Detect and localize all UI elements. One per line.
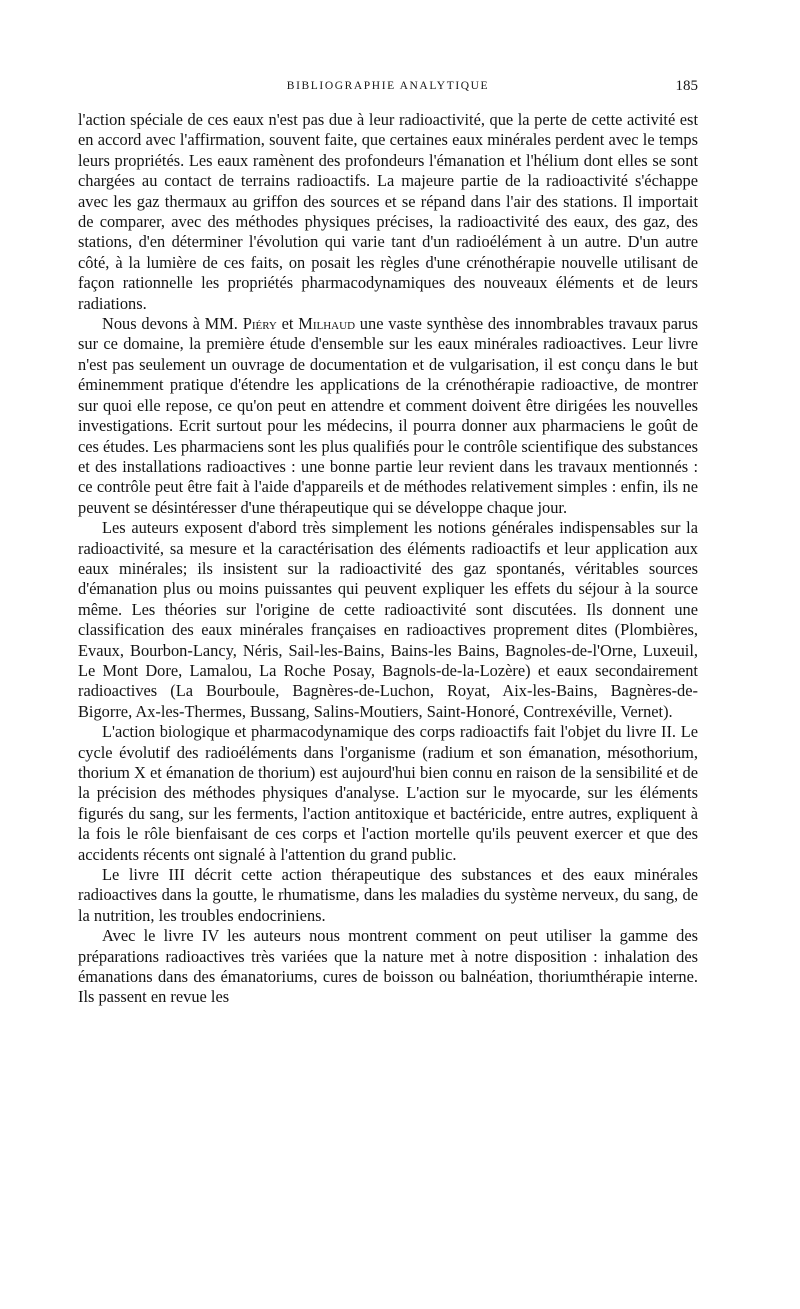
running-title: BIBLIOGRAPHIE ANALYTIQUE	[286, 80, 490, 92]
paragraph-book-4: Avec le livre IV les auteurs nous montrent comment on peut utiliser la gamme des préparations radioactives très variées que la nature met à notre disposition : inhalation des émanations dans des émanatoriums, cures de boisson ou balnéation, thoriumthérapie interne. Ils passent en revue les	[78, 926, 698, 1007]
page-number: 185	[675, 78, 698, 94]
paragraph-continuation: l'action spéciale de ces eaux n'est pas due à leur radioactivité, que la perte de cette activité est en accord avec l'affirmation, souvent faite, que certaines eaux minérales perdent avec le temps leurs propriétés. Les eaux ramènent des profondeurs l'émanation et l'hélium dont elles se sont chargées au contact de terrains radioactifs. La majeure partie de la radioactivité s'échappe avec les gaz thermaux au griffon des sources et se répand dans l'air des stations. Il importait de comparer, avec des méthodes physiques précises, la radioactivité des eaux, des gaz, des stations, d'en déterminer l'évolution qui varie tant d'un radioélément à un autre. D'un autre côté, à la lumière de ces faits, on posait les règles d'une crénothérapie nouvelle utilisant de façon rationnelle les propriétés pharmacodynamiques des nouveaux éléments et de leurs radiations.	[78, 110, 698, 313]
paragraph-text: Nous devons à MM.	[102, 314, 243, 334]
paragraph-book-3: Le livre III décrit cette action thérapeutique des substances et des eaux minérales radioactives dans la goutte, le rhumatisme, dans les maladies du système nerveux, du sang, de la nutrition, les troubles endocriniens.	[78, 865, 698, 925]
author-name: Piéry	[242, 314, 277, 334]
author-name: Milhaud	[298, 314, 356, 334]
article-body	[78, 110, 698, 1008]
paragraph-text: et	[276, 314, 299, 334]
paragraph-text: une vaste synthèse des innombrables travaux parus sur ce domaine, la première étude d'ensemble sur les eaux minérales radioactives. Leur livre n'est pas seulement un ouvrage de documentation et de vulgarisation, il est conçu dans le but éminemment pratique d'étendre les applications de la crénothérapie radioactive, de montrer sur quoi elle repose, ce qu'on peut en attendre et comment doivent être dirigées les nouvelles investigations. Ecrit surtout pour les médecins, il pourra donner aux pharmaciens le goût de ces études. Les pharmaciens sont les plus qualifiés pour le contrôle scientifique des substances et des installations radioactives : une bonne partie leur revient dans les travaux mentionnés : ce contrôle peut être fait à l'aide d'appareils et de méthodes relativement simples : enfin, ils ne peuvent se désintéresser d'une thérapeutique qui se développe chaque jour.	[78, 314, 699, 517]
paragraph-book-2: L'action biologique et pharmacodynamique des corps radioactifs fait l'objet du livre II. Le cycle évolutif des radioéléments dans l'organisme (radium et son émanation, mésothorium, thorium X et émanation de thorium) est aujourd'hui bien connu en raison de la sensibilité et de la précision des méthodes physiques d'analyse. L'action sur le myocarde, sur les éléments figurés du sang, sur les ferments, l'action antitoxique et bactéricide, entre autres, expliquent à la fois le rôle bienfaisant de ces corps et l'action mortelle qu'ils peuvent exercer et que des accidents récents ont signalé à l'attention du grand public.	[78, 722, 698, 864]
page-header	[78, 76, 698, 98]
paragraph-authors	[78, 314, 698, 518]
paragraph-book-1: Les auteurs exposent d'abord très simplement les notions générales indispensables sur la radioactivité, sa mesure et la caractérisation des éléments radioactifs et leur application aux eaux minérales; ils insistent sur la radioactivité des gaz spontanés, véritables sources d'émanation plus ou moins puissantes qui peuvent expliquer les effets du séjour à la source même. Les théories sur l'origine de cette radioactivité sont discutées. Ils donnent une classification des eaux minérales françaises en radioactives proprement dites (Plombières, Evaux, Bourbon-Lancy, Néris, Sail-les-Bains, Bains-les Bains, Bagnoles-de-l'Orne, Luxeuil, Le Mont Dore, Lamalou, La Roche Posay, Bagnols-de-la-Lozère) et eaux secondairement radioactives (La Bourboule, Bagnères-de-Luchon, Royat, Aix-les-Bains, Bagnères-de-Bigorre, Ax-les-Thermes, Bussang, Salins-Moutiers, Saint-Honoré, Contrexéville, Vernet).	[78, 518, 698, 721]
